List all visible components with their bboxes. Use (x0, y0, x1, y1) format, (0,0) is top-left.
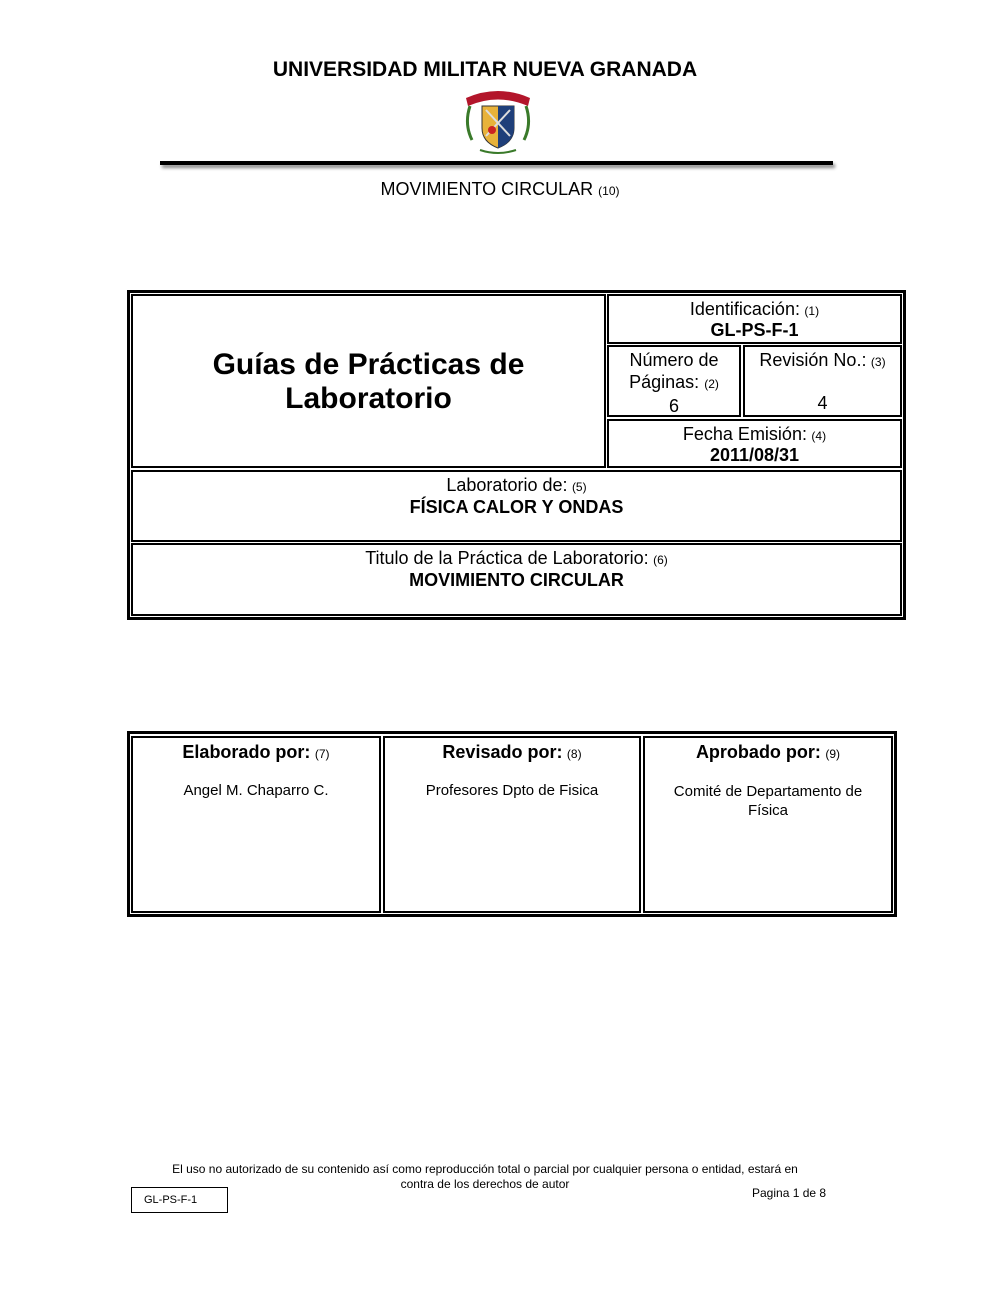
aprobado-label: Aprobado por: (695, 742, 821, 762)
elaborado-label: Elaborado por: (182, 742, 311, 762)
titulo-ref: (6) (653, 553, 668, 567)
aprobado-value-line1: Comité de Departamento de (673, 783, 863, 800)
aprobado-ref: (9) (825, 747, 841, 761)
footer-document-code: GL-PS-F-1 (131, 1187, 228, 1213)
laboratorio-ref: (5) (571, 480, 587, 494)
revision-value: 4 (817, 393, 828, 413)
copyright-notice (140, 1162, 830, 1192)
elaborado-ref: (7) (314, 747, 330, 761)
laboratorio-label: Laboratorio de: (446, 475, 568, 495)
identificacion-cell (607, 294, 902, 344)
aprobado-value-line2: Física (747, 802, 788, 819)
identificacion-value: GL-PS-F-1 (710, 320, 799, 340)
document-title (0, 179, 1000, 200)
copyright-notice-line1: El uso no autorizado de su contenido así como reproducción total o parcial por cualquier persona o entidad, estará en (172, 1162, 798, 1176)
document-title-text: MOVIMIENTO CIRCULAR (380, 179, 594, 199)
revision-cell (743, 345, 902, 417)
revisado-cell (383, 736, 641, 913)
num-paginas-value: 6 (668, 396, 679, 416)
titulo-value: MOVIMIENTO CIRCULAR (409, 570, 624, 590)
copyright-notice-line2: contra de los derechos de autor (400, 1177, 570, 1191)
page-number: Pagina 1 de 8 (752, 1186, 827, 1200)
laboratorio-value: FÍSICA CALOR Y ONDAS (409, 497, 624, 517)
fecha-label: Fecha Emisión: (682, 424, 807, 444)
fecha-ref: (4) (811, 429, 827, 443)
elaborado-cell (131, 736, 381, 913)
identificacion-ref: (1) (804, 304, 820, 318)
main-title-line2: Laboratorio (285, 382, 452, 415)
revisado-value: Profesores Dpto de Fisica (425, 782, 599, 799)
aprobado-cell (643, 736, 893, 913)
main-title (133, 348, 604, 416)
revisado-label: Revisado por: (442, 742, 563, 762)
main-title-line1: Guías de Prácticas de (212, 348, 525, 381)
identificacion-label: Identificación: (689, 299, 800, 319)
header-divider (160, 161, 833, 165)
university-name: UNIVERSIDAD MILITAR NUEVA GRANADA (272, 58, 698, 81)
revisado-ref: (8) (566, 747, 582, 761)
num-paginas-label-line1: Número de (629, 350, 719, 370)
titulo-label: Titulo de la Práctica de Laboratorio: (365, 548, 649, 568)
university-crest-logo (458, 84, 538, 158)
laboratorio-cell (131, 470, 902, 542)
document-title-ref: (10) (598, 184, 620, 198)
num-paginas-ref: (2) (704, 377, 719, 391)
fecha-emision-cell (607, 419, 902, 468)
revision-ref: (3) (870, 355, 886, 369)
main-title-cell (131, 294, 606, 468)
titulo-practica-cell (131, 543, 902, 616)
num-paginas-label-line2: Páginas: (629, 372, 700, 392)
num-paginas-cell (607, 345, 741, 417)
revision-label: Revisión No.: (759, 350, 867, 370)
elaborado-value: Angel M. Chaparro C. (183, 782, 329, 799)
fecha-value: 2011/08/31 (709, 445, 800, 465)
